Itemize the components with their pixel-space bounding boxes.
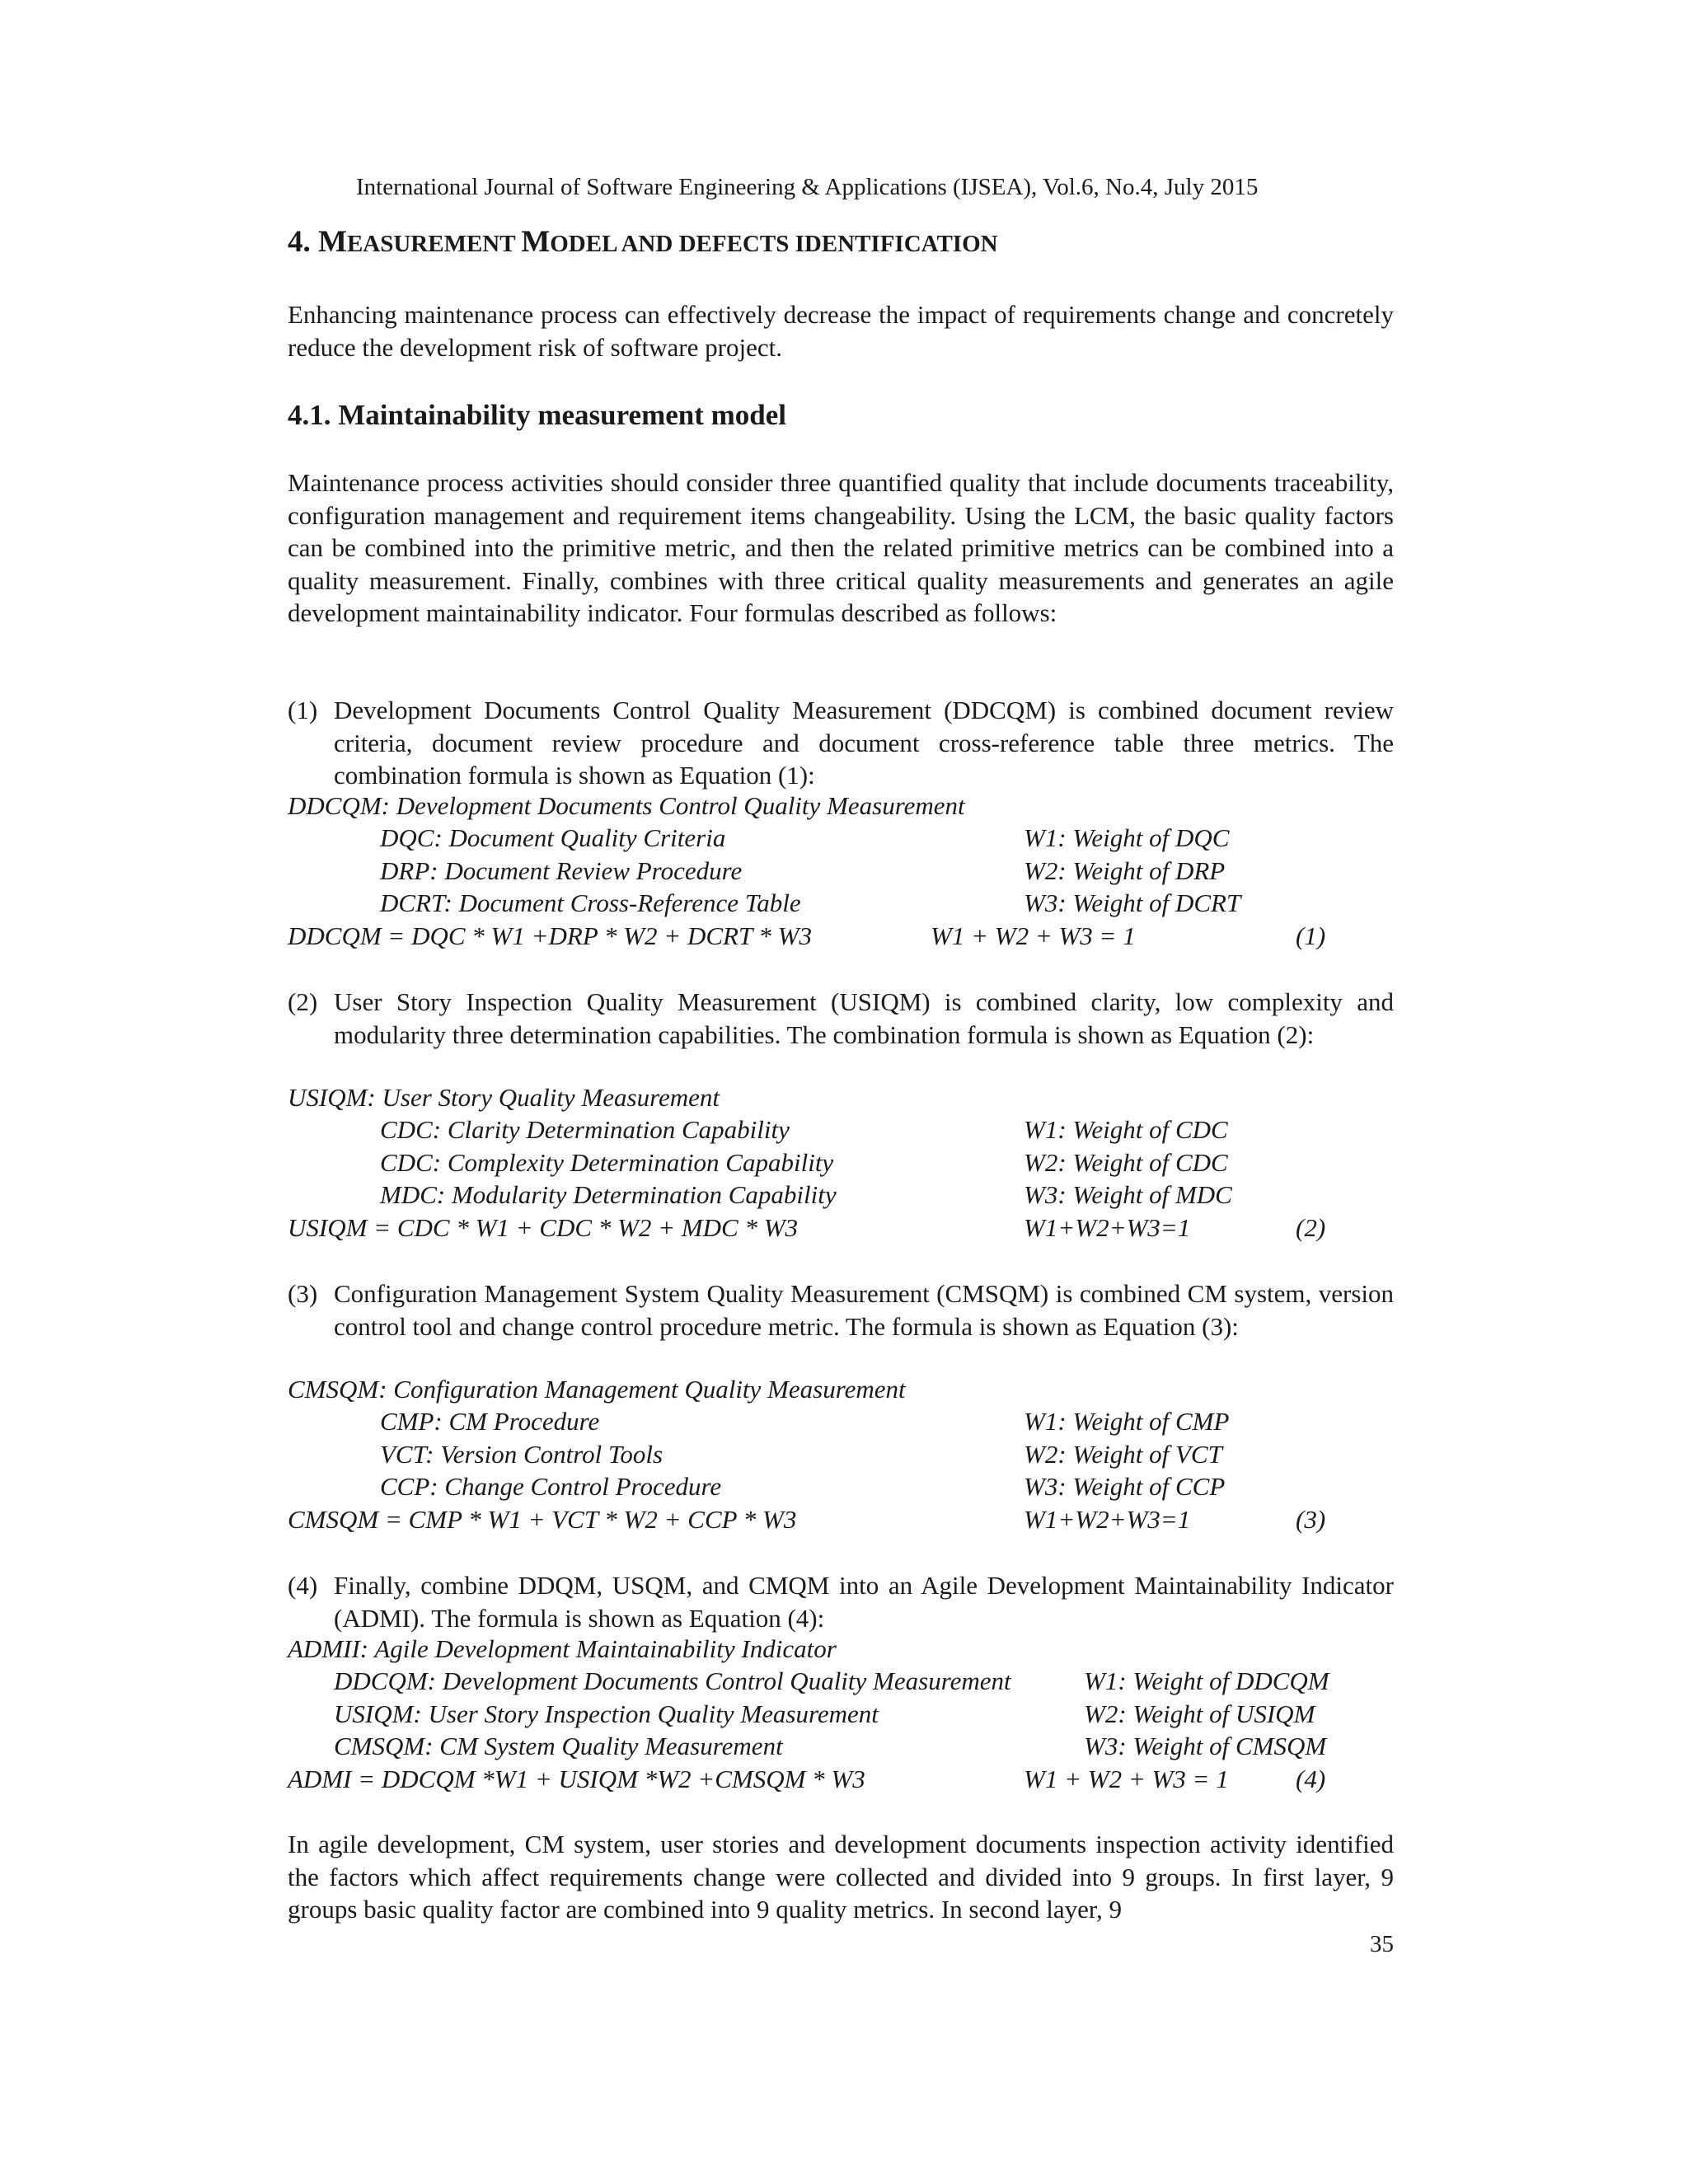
equation-number: (3) [1296, 1505, 1326, 1534]
equation-constraint: W1 + W2 + W3 = 1 [1024, 1765, 1229, 1793]
equation-constraint: W1+W2+W3=1 [1024, 1505, 1191, 1534]
variable-definition: MDC: Modularity Determination Capability [380, 1180, 837, 1209]
item-number: (4) [288, 1571, 318, 1600]
body-paragraph: Maintenance process activities should consider three quantified quality that include documents traceability, configuration management and requirement items changeability. Using the LCM, the basic quality factors can be combined into the primitive metric, and then the related primitive metrics can be combined into a quality measurement. Finally, combines with three critical quality measurements and generates an agile development maintainability indicator. Four formulas described as follows: [288, 468, 1394, 627]
equation-number: (2) [1296, 1213, 1326, 1242]
variable-definition: CCP: Change Control Procedure [380, 1472, 722, 1501]
variable-definition: DDCQM: Development Documents Control Quality Measurement [334, 1666, 1011, 1695]
equation-number: (4) [1296, 1765, 1326, 1793]
equation-constraint: W1 + W2 + W3 = 1 [931, 921, 1136, 950]
equation: CMSQM = CMP * W1 + VCT * W2 + CCP * W3 [288, 1505, 797, 1534]
variable-definition: DCRT: Document Cross-Reference Table [380, 888, 801, 917]
variable-definition: CDC: Complexity Determination Capability [380, 1148, 834, 1177]
intro-paragraph: Enhancing maintenance process can effectively decrease the impact of requirements change and concretely reduce the development risk of software project. [288, 300, 1394, 362]
weight-definition: W3: Weight of DCRT [1024, 888, 1241, 917]
definition-line: USIQM: User Story Quality Measurement [288, 1083, 720, 1112]
list-item [288, 1277, 1394, 1343]
weight-definition: W3: Weight of CCP [1024, 1472, 1226, 1501]
list-item [288, 1569, 1394, 1634]
weight-definition: W2: Weight of USIQM [1084, 1699, 1315, 1728]
variable-definition: CDC: Clarity Determination Capability [380, 1115, 790, 1144]
item-number: (2) [288, 987, 318, 1016]
weight-definition: W2: Weight of VCT [1024, 1440, 1222, 1469]
item-text: Finally, combine DDQM, USQM, and CMQM into an Agile Development Maintainability Indicator (ADMI). The formula is shown as Equation (4): [334, 1571, 1394, 1633]
variable-definition: USIQM: User Story Inspection Quality Measurement [334, 1699, 879, 1728]
variable-definition: CMP: CM Procedure [380, 1407, 600, 1436]
equation: ADMI = DDCQM *W1 + USIQM *W2 +CMSQM * W3 [288, 1765, 865, 1793]
variable-definition: VCT: Version Control Tools [380, 1440, 663, 1469]
variable-definition: DRP: Document Review Procedure [380, 856, 743, 885]
equation-number: (1) [1296, 921, 1326, 950]
closing-paragraph: In agile development, CM system, user stories and development documents inspection activity identified the factors which affect requirements change were collected and divided into 9 groups. In first layer, 9 groups basic quality factor are combined into 9 quality metrics. In second layer, 9 [288, 1830, 1394, 1924]
weight-definition: W1: Weight of CMP [1024, 1407, 1230, 1436]
list-item [288, 986, 1394, 1051]
weight-definition: W1: Weight of DQC [1024, 823, 1230, 852]
page-number: 35 [1370, 1931, 1394, 1957]
item-text: User Story Inspection Quality Measurement (USIQM) is combined clarity, low complexity and modularity three determination capabilities. The combination formula is shown as Equation (2): [334, 987, 1394, 1049]
running-header: International Journal of Software Engineering & Applications (IJSEA), Vol.6, No.4, July 2015 [356, 174, 1259, 200]
item-number: (3) [288, 1279, 318, 1308]
definition-line: DDCQM: Development Documents Control Quality Measurement [288, 791, 965, 820]
weight-definition: W1: Weight of CDC [1024, 1115, 1228, 1144]
weight-definition: W3: Weight of MDC [1024, 1180, 1232, 1209]
subsection-heading: 4.1. Maintainability measurement model [288, 399, 787, 431]
weight-definition: W1: Weight of DDCQM [1084, 1666, 1329, 1695]
list-item [288, 694, 1394, 792]
item-number: (1) [288, 696, 318, 724]
section-heading: 4. MEASUREMENT MODEL AND DEFECTS IDENTIFICATION [288, 225, 998, 259]
variable-definition: DQC: Document Quality Criteria [380, 823, 726, 852]
weight-definition: W2: Weight of CDC [1024, 1148, 1228, 1177]
variable-definition: CMSQM: CM System Quality Measurement [334, 1732, 783, 1760]
item-text: Development Documents Control Quality Measurement (DDCQM) is combined document review criteria, document review procedure and document cross-reference table three metrics. The combination formula is shown as Equation (1): [334, 696, 1394, 790]
equation: USIQM = CDC * W1 + CDC * W2 + MDC * W3 [288, 1213, 799, 1242]
equation: DDCQM = DQC * W1 +DRP * W2 + DCRT * W3 [288, 921, 812, 950]
weight-definition: W3: Weight of CMSQM [1084, 1732, 1327, 1760]
definition-line: ADMII: Agile Development Maintainability Indicator [288, 1634, 837, 1663]
equation-constraint: W1+W2+W3=1 [1024, 1213, 1191, 1242]
item-text: Configuration Management System Quality Measurement (CMSQM) is combined CM system, version control tool and change control procedure metric. The formula is shown as Equation (3): [334, 1279, 1394, 1341]
weight-definition: W2: Weight of DRP [1024, 856, 1226, 885]
definition-line: CMSQM: Configuration Management Quality Measurement [288, 1375, 906, 1404]
